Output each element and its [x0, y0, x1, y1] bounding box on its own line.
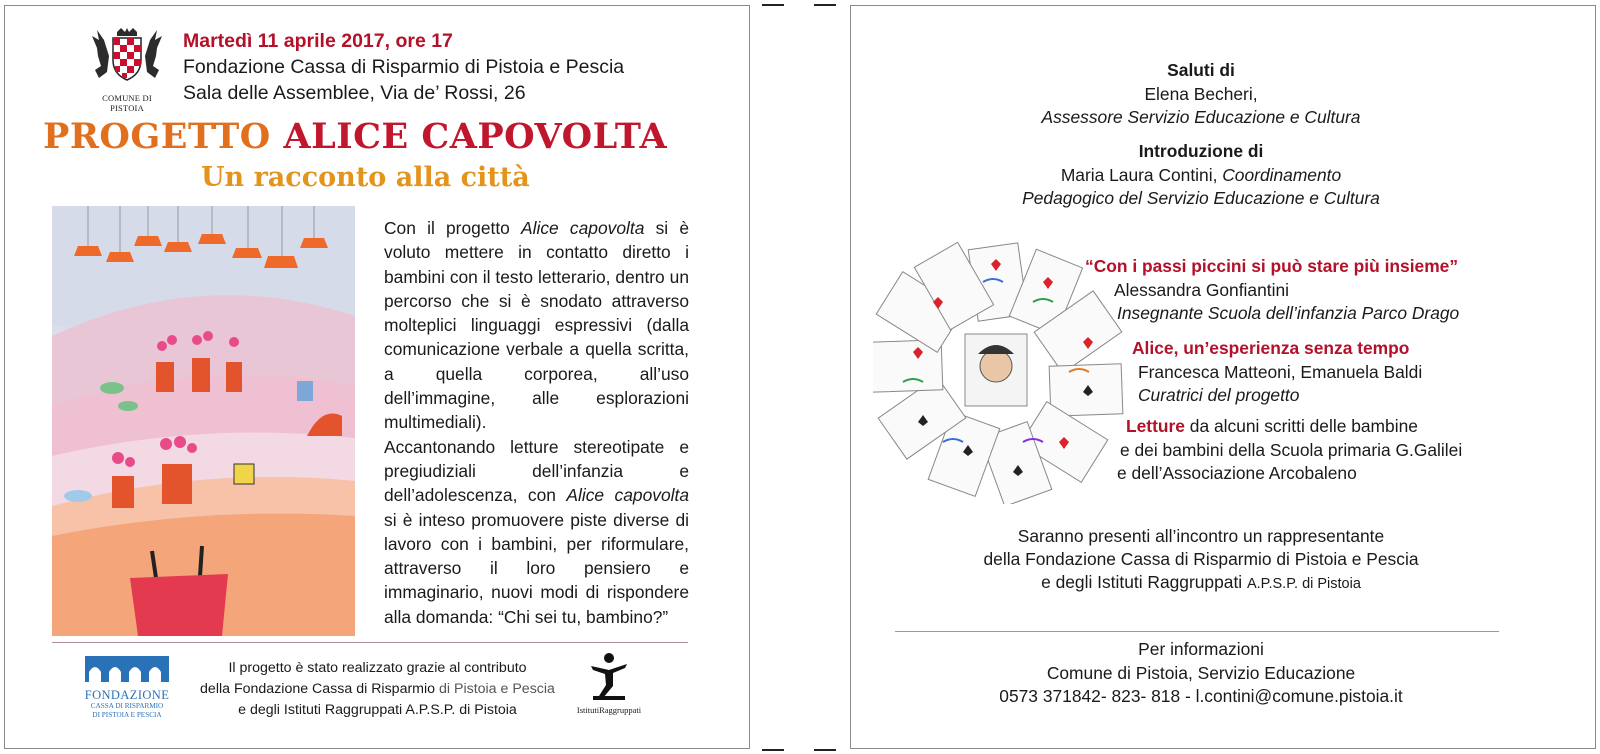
description-paragraph-2: Accantonando letture stereotipate e pregiudiziali dell’infanzia e dell’adolescenza, con Alice capovolta si è inteso promuovere piste diverse di lavoro con i bambini, per riformulare, attraverso il loro pensiero e immaginario, nuovi modi di rispondere alla domanda: “Chi sei tu, bambino?” [384, 436, 689, 627]
crop-mark [762, 749, 784, 751]
talk-1-speaker: Alessandra Gonfiantini [1114, 279, 1289, 300]
divider [52, 642, 688, 643]
talk-3-line-1: Letture da alcuni scritti delle bambine [1126, 416, 1418, 436]
talk-2 [1132, 337, 1422, 408]
crop-mark [762, 4, 784, 6]
description-paragraph-1: Con il progetto Alice capovolta si è voluto mettere in contatto diretto i bambini con il testo letterario, dentro un percorso che si è snodato attraverso molteplici linguaggi espressivi (dalla comunicazione verbale a quella scritta, a quella corporea, all’uso dell’immagine, alle esplorazioni multimediali). [384, 218, 689, 433]
figure-icon [589, 652, 629, 700]
credit-line-2: della Fondazione Cassa di Risparmio di Pistoia e Pescia [200, 681, 555, 697]
title-part-alice: ALICE CAPOVOLTA [283, 116, 668, 157]
fondazione-logo [81, 654, 173, 720]
info-contact[interactable]: 0573 371842- 823- 818 - l.contini@comune.pistoia.it [999, 686, 1403, 706]
event-date: Martedì 11 aprile 2017, ore 17 [183, 30, 453, 52]
credit-line-1: Il progetto è stato realizzato grazie al contributo [228, 660, 527, 676]
event-address: Sala delle Assemblee, Via de’ Rossi, 26 [183, 82, 526, 104]
crop-mark [814, 4, 836, 6]
intro-name-line: Maria Laura Contini, Coordinamento [1060, 164, 1342, 185]
left-panel [4, 5, 750, 749]
info-block [851, 638, 1551, 709]
intro-block [851, 140, 1551, 211]
istituti-logo-caption: IstitutiRaggruppati [576, 705, 642, 715]
talk-2-role: Curatrici del progetto [1138, 385, 1300, 405]
talk-3-line-2: e dei bambini della Scuola primaria G.Galilei [1120, 439, 1463, 460]
logo-caption: COMUNE DI PISTOIA [102, 93, 152, 113]
talk-3-line-3: e dell’Associazione Arcobaleno [1117, 463, 1357, 483]
intro-label: Introduzione di [1138, 141, 1264, 161]
project-subtitle: Un racconto alla città [201, 162, 530, 193]
talk-1-role: Insegnante Scuola dell’infanzia Parco Drago [1117, 303, 1460, 323]
fondazione-logo-text-1: FONDAZIONE [84, 688, 170, 702]
right-panel [850, 5, 1596, 749]
children-drawing-image [52, 206, 355, 636]
title-part-progetto: PROGETTO [43, 116, 284, 157]
talk-1-title: “Con i passi piccini si può stare più insieme” [1085, 256, 1459, 276]
event-venue: Fondazione Cassa di Risparmio di Pistoia e Pescia [183, 56, 625, 78]
aqueduct-icon [81, 654, 173, 684]
contribution-credit [195, 658, 560, 721]
talk-2-title: Alice, un’esperienza senza tempo [1132, 338, 1410, 358]
presence-line-3: e degli Istituti Raggruppati A.P.S.P. di Pistoia [1041, 572, 1361, 592]
saluti-block [851, 59, 1551, 130]
presence-line-2: della Fondazione Cassa di Risparmio di Pistoia e Pescia [983, 549, 1419, 569]
intro-role-line: Pedagogico del Servizio Educazione e Cultura [1022, 188, 1380, 208]
talk-2-speakers: Francesca Matteoni, Emanuela Baldi [1138, 361, 1423, 382]
presence-line-1: Saranno presenti all’incontro un rappresentante [1017, 526, 1385, 546]
coat-of-arms-icon [89, 28, 165, 86]
talk-1 [1085, 255, 1459, 326]
info-label: Per informazioni [1138, 639, 1264, 659]
talk-3 [1117, 415, 1462, 486]
divider [895, 631, 1499, 632]
fondazione-logo-text-2: CASSA DI RISPARMIO [90, 702, 164, 710]
saluti-name: Elena Becheri, [1144, 83, 1258, 104]
saluti-label: Saluti di [1167, 60, 1235, 80]
comune-pistoia-logo [89, 28, 165, 113]
project-title [43, 116, 667, 157]
saluti-role: Assessore Servizio Educazione e Cultura [1041, 107, 1361, 127]
credit-line-3: e degli Istituti Raggruppati A.P.S.P. di Pistoia [238, 702, 517, 718]
fondazione-logo-text-3: DI PISTOIA E PESCIA [92, 711, 162, 719]
crop-mark [814, 749, 836, 751]
info-organization: Comune di Pistoia, Servizio Educazione [1046, 662, 1356, 683]
project-description [384, 216, 689, 629]
istituti-raggruppati-logo [571, 652, 647, 715]
presence-note [851, 525, 1551, 596]
